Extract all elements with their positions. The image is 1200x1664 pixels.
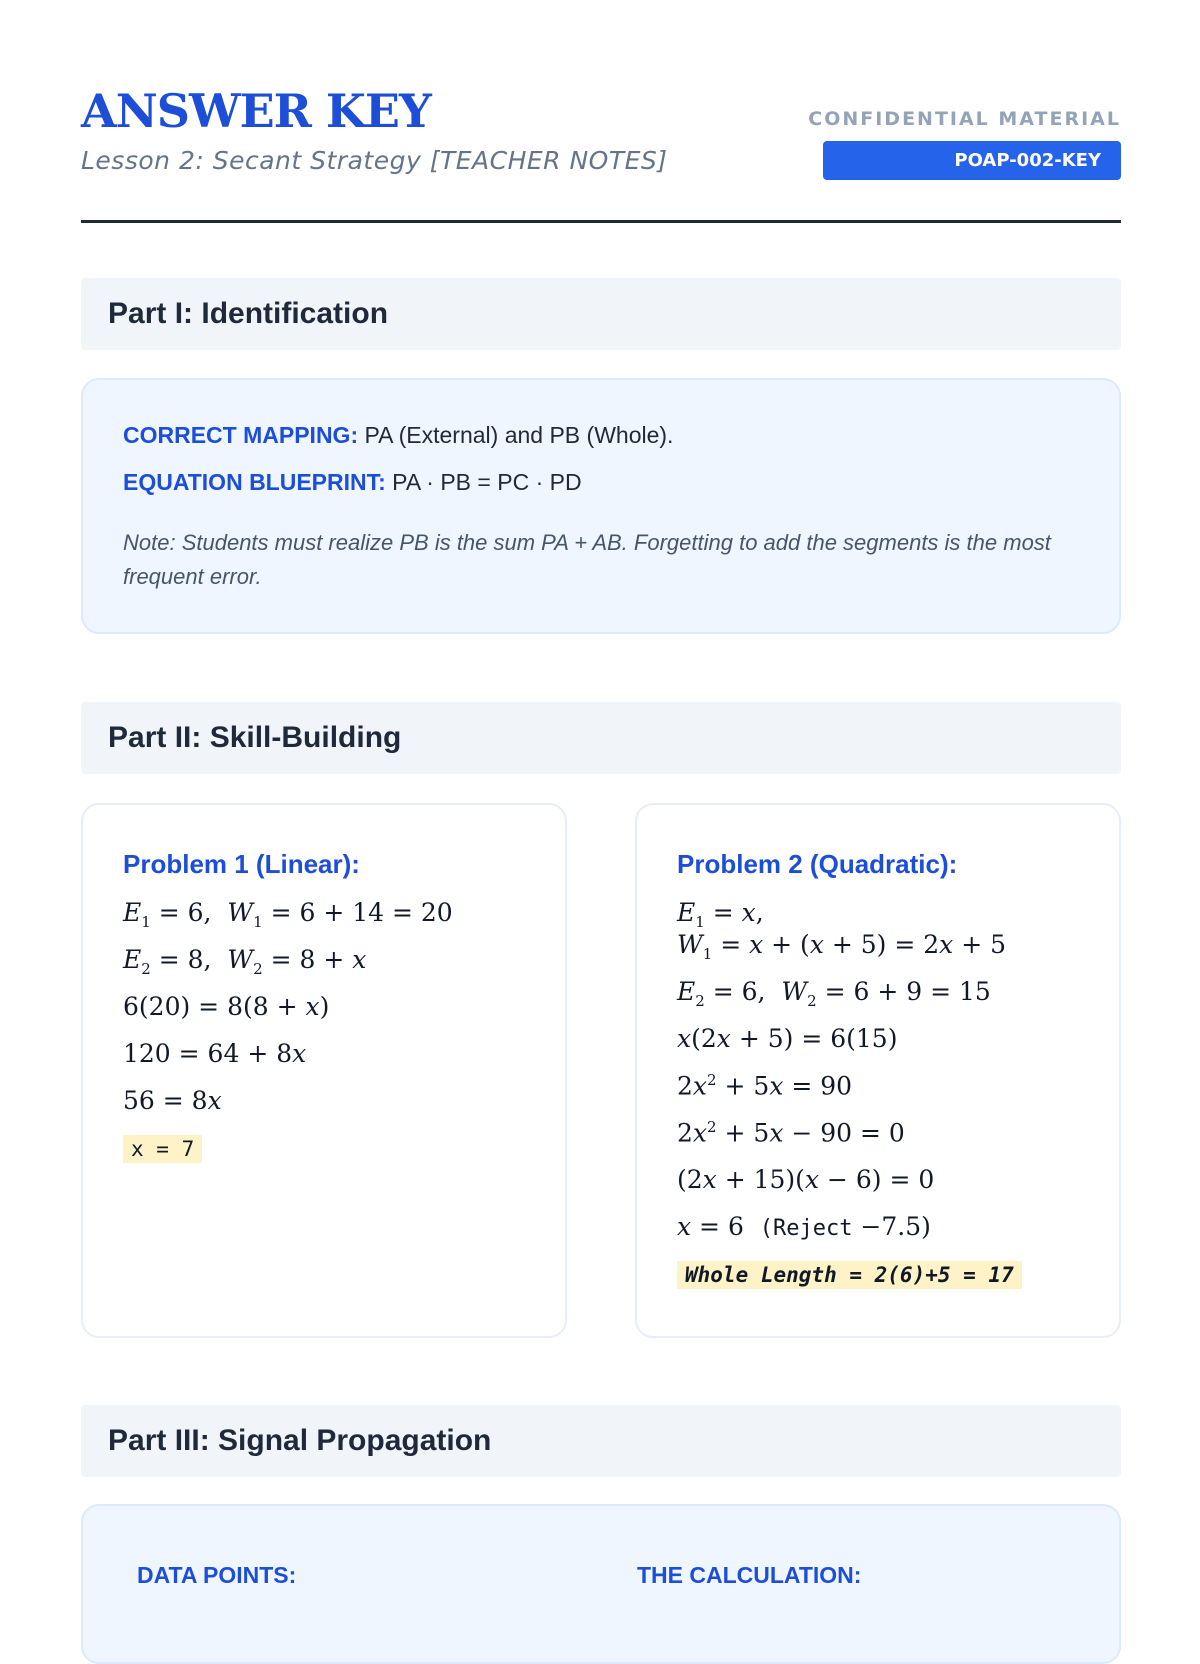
section-heading-part-1 — [81, 278, 1121, 350]
problem-2-title: Problem 2 (Quadratic): — [677, 849, 958, 879]
section-title: Part III: Signal Propagation — [108, 1424, 492, 1457]
equation-line: $E_2 = 8$, $W_2 = 8 + x$ — [123, 945, 367, 978]
equation-line: $2x^2 + 5x = 90$ — [677, 1071, 853, 1101]
equation-line: (2x + 15)(x − 6) = 0 — [677, 1165, 935, 1194]
equation-line: $W_1 = x + (x + 5) = 2x + 5$ — [677, 930, 1007, 963]
document-code-badge: POAP-002-KEY — [823, 141, 1121, 180]
correct-mapping-value: PA (External) and PB (Whole). — [358, 422, 674, 448]
equation-line: x = 6 (Reject −7.5) — [677, 1212, 931, 1241]
data-points-label: DATA POINTS: — [137, 1562, 297, 1588]
teacher-note: Note: Students must realize PB is the sum PA + AB. Forgetting to add the segments is the most frequent error. — [123, 530, 1051, 589]
page-title: ANSWER KEY — [81, 84, 431, 138]
confidential-label: CONFIDENTIAL MATERIAL — [808, 108, 1121, 130]
equation-line: x(2x + 5) = 6(15) — [677, 1024, 898, 1053]
header-divider — [81, 220, 1121, 223]
section-title: Part II: Skill-Building — [108, 721, 402, 754]
problem-2-card — [635, 803, 1121, 1338]
equation-line: $E_1 = x$, — [677, 898, 764, 931]
problem-1-title: Problem 1 (Linear): — [123, 849, 360, 879]
problem-1-card — [81, 803, 567, 1338]
section-title: Part I: Identification — [108, 297, 389, 330]
section-heading-part-3 — [81, 1405, 1121, 1477]
equation-line: $E_1 = 6$, $W_1 = 6 + 14 = 20$ — [123, 898, 453, 931]
calculation-label: THE CALCULATION: — [637, 1562, 862, 1588]
answer-key-page — [81, 0, 1121, 1588]
identification-card — [81, 378, 1121, 634]
section-heading-part-2 — [81, 702, 1121, 774]
reject-note: (Reject — [759, 1216, 853, 1241]
equation-line: $E_2 = 6$, $W_2 = 6 + 9 = 15$ — [677, 977, 991, 1010]
problem-2-answer: Whole Length = 2(6)+5 = 17 — [677, 1261, 1022, 1289]
problem-1-answer: x = 7 — [123, 1135, 202, 1163]
equation-line: 6(20) = 8(8 + x) — [123, 992, 330, 1021]
signal-propagation-card — [81, 1504, 1121, 1664]
equation-blueprint-value: PA · PB = PC · PD — [385, 469, 582, 495]
equation-blueprint-label: EQUATION BLUEPRINT: — [123, 469, 386, 495]
correct-mapping-line — [123, 422, 673, 449]
equation-blueprint-line — [123, 469, 582, 496]
equation-line: $2x^2 + 5x - 90 = 0$ — [677, 1118, 905, 1148]
correct-mapping-label: CORRECT MAPPING: — [123, 422, 359, 448]
equation-line: 120 = 64 + 8x — [123, 1039, 307, 1068]
equation-line: 56 = 8x — [123, 1086, 222, 1115]
page-header — [81, 0, 1121, 222]
page-subtitle: Lesson 2: Secant Strategy [TEACHER NOTES] — [81, 146, 668, 175]
